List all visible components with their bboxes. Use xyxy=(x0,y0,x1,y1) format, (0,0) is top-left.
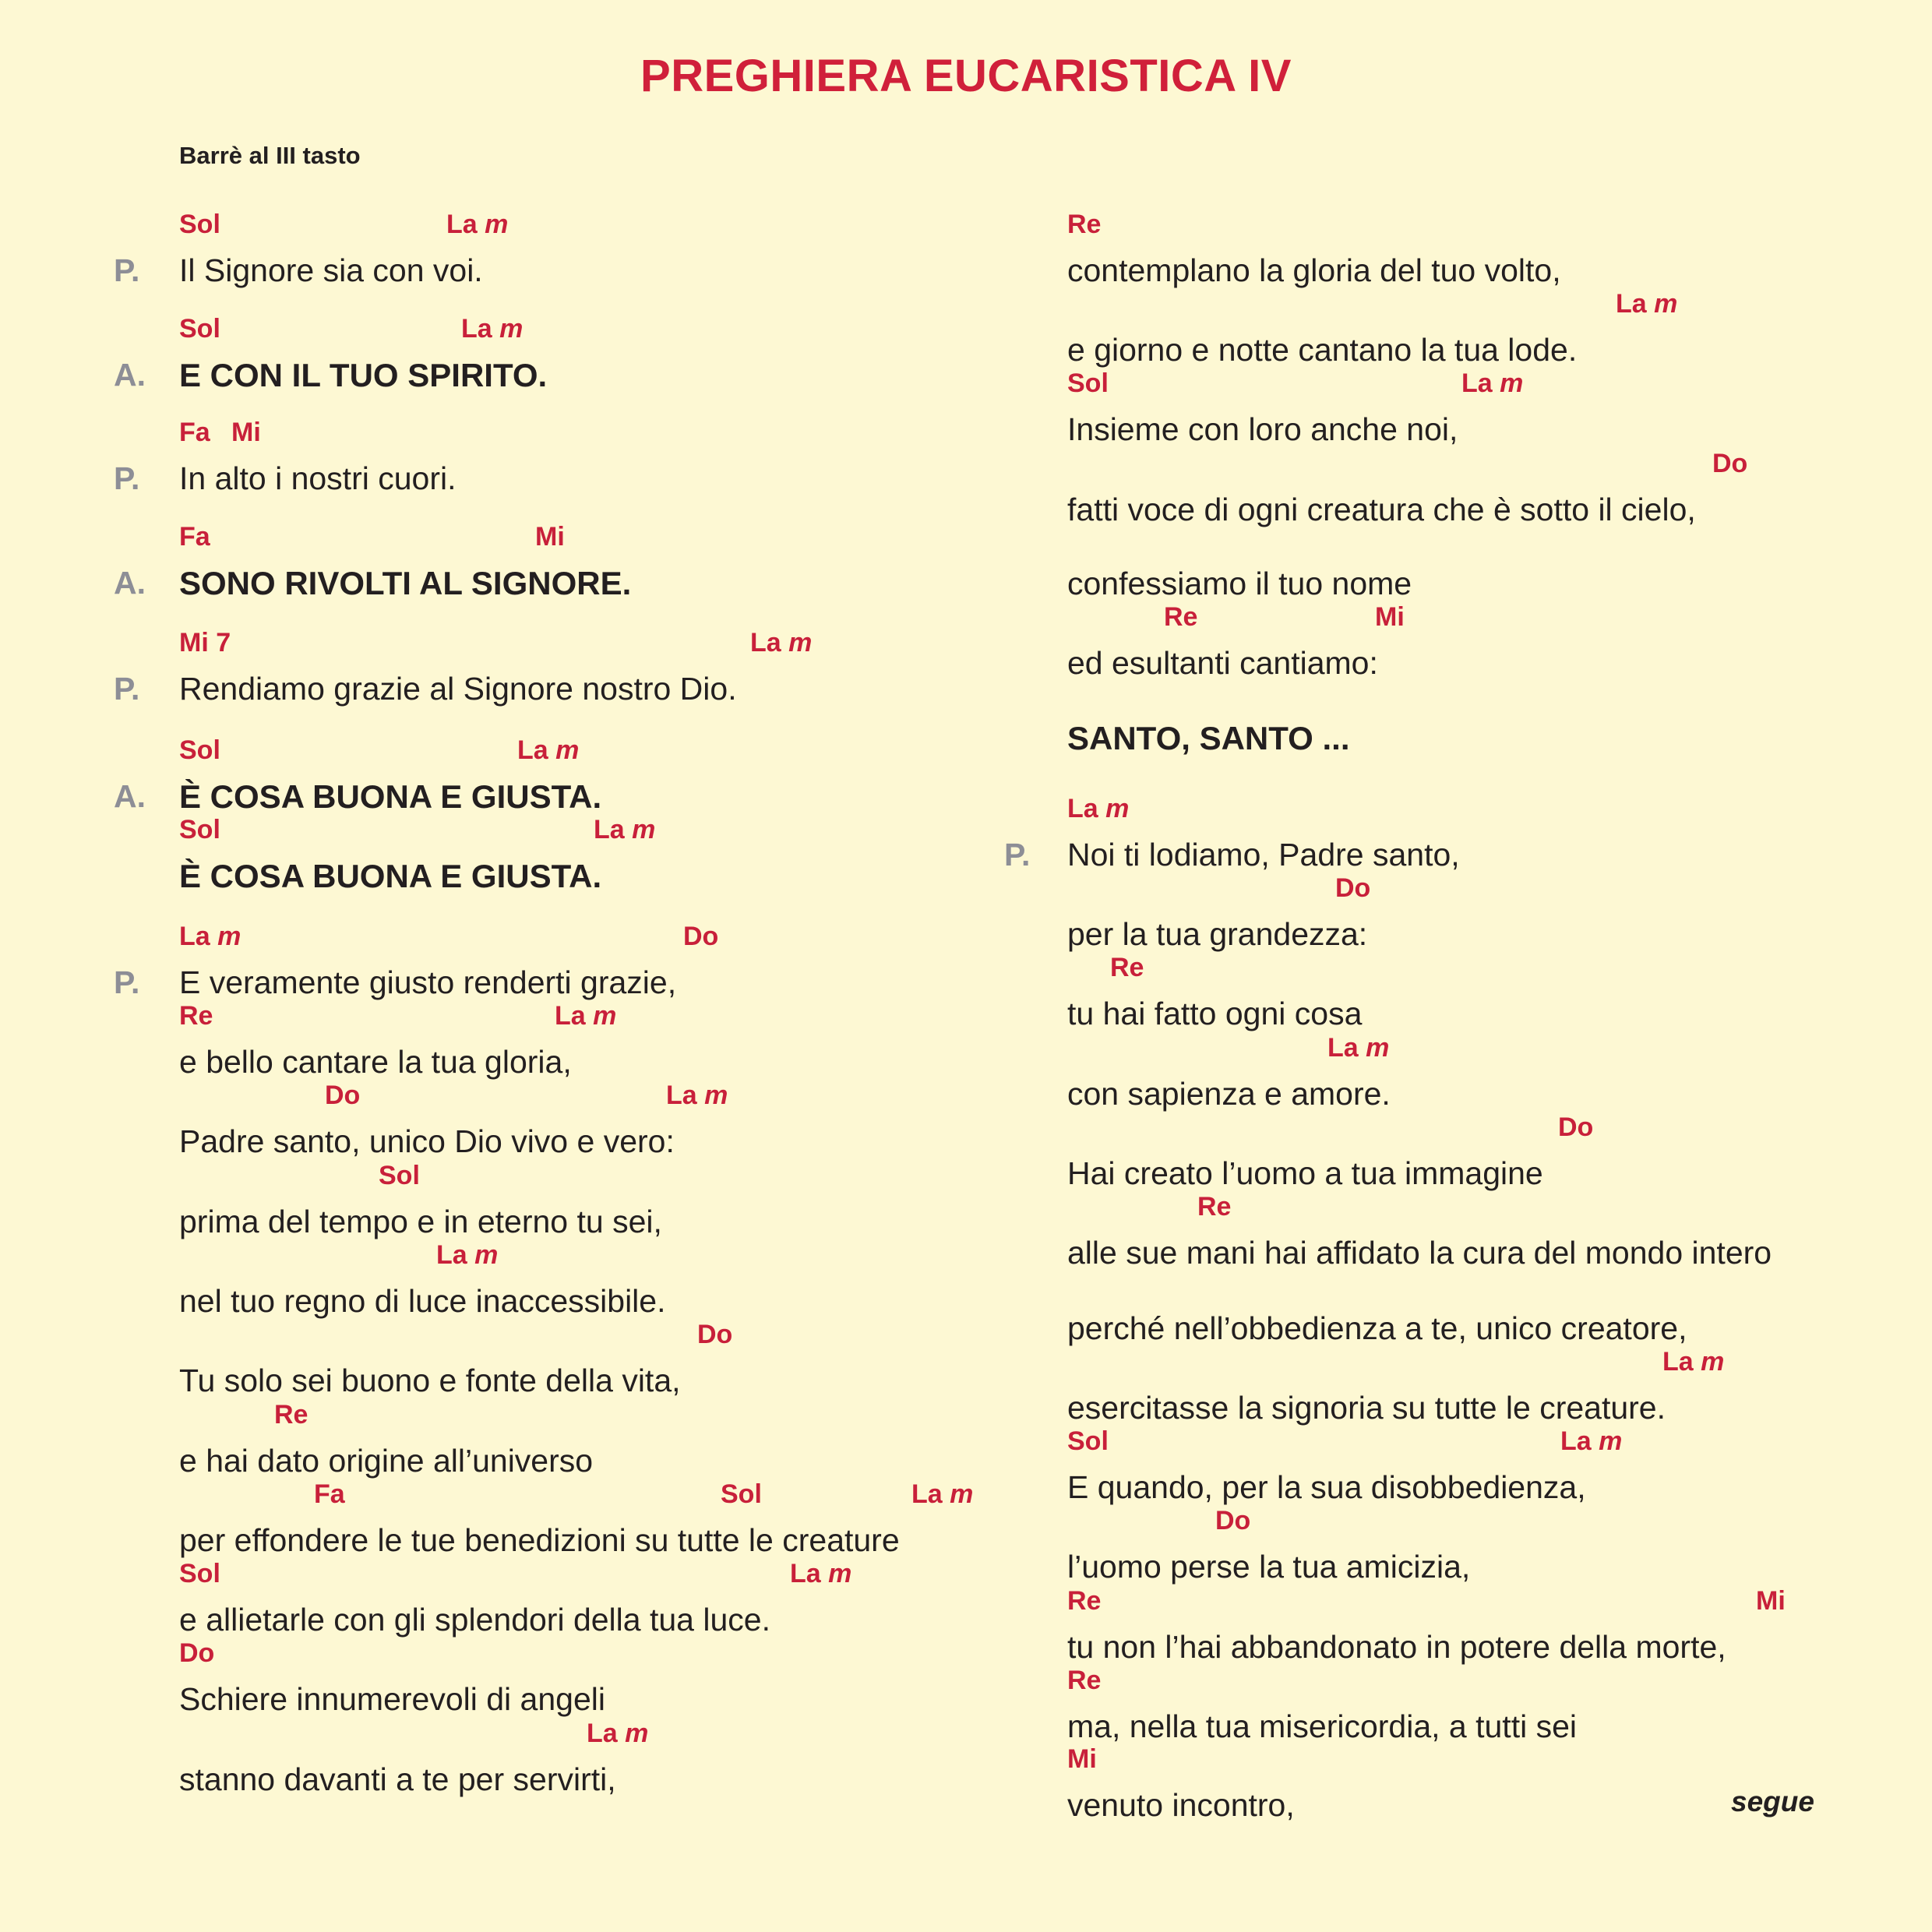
chord-label: Re xyxy=(1067,1586,1102,1616)
chord-label: Re xyxy=(274,1400,308,1430)
lyric-text: alle sue mani hai affidato la cura del mondo intero xyxy=(1067,1235,1772,1271)
lyric-text: e bello cantare la tua gloria, xyxy=(179,1044,572,1080)
chord-label: La m xyxy=(179,922,242,951)
chord-label: Re xyxy=(179,1001,213,1031)
chord-label: La m xyxy=(461,314,524,344)
capo-note: Barrè al III tasto xyxy=(179,142,361,169)
lyric-text: e giorno e notte cantano la tua lode. xyxy=(1067,332,1578,368)
lyric-text: Rendiamo grazie al Signore nostro Dio. xyxy=(179,671,737,707)
speaker-label: P. xyxy=(1004,837,1031,873)
lyric-text: per la tua grandezza: xyxy=(1067,916,1368,952)
chord-label: Fa xyxy=(314,1479,345,1509)
lyric-text: stanno davanti a te per servirti, xyxy=(179,1761,616,1797)
chord-label: La m xyxy=(555,1001,617,1031)
chord-label: Fa xyxy=(179,522,210,552)
lyric-text: E quando, per la sua disobbedienza, xyxy=(1067,1469,1586,1505)
lyric-text: Il Signore sia con voi. xyxy=(179,252,483,288)
chord-label: Sol xyxy=(179,314,220,344)
chord-label: Do xyxy=(179,1638,215,1668)
chord-label: La m xyxy=(1662,1347,1725,1377)
response-text: È COSA BUONA E GIUSTA. xyxy=(179,858,602,894)
chord-label: Mi xyxy=(1375,602,1405,632)
chord-label: Do xyxy=(1335,873,1371,903)
chord-label: La m xyxy=(517,735,580,765)
lyric-text: contemplano la gloria del tuo volto, xyxy=(1067,252,1561,288)
response-text: SONO RIVOLTI AL SIGNORE. xyxy=(179,565,632,601)
lyric-text: Hai creato l’uomo a tua immagine xyxy=(1067,1155,1543,1191)
chord-label: La m xyxy=(436,1240,499,1270)
chord-label: Sol xyxy=(721,1479,762,1509)
lyric-text: nel tuo regno di luce inaccessibile. xyxy=(179,1283,666,1319)
speaker-label: A. xyxy=(114,357,146,393)
chord-label: La m xyxy=(666,1081,728,1110)
lyric-text: confessiamo il tuo nome xyxy=(1067,566,1412,601)
chord-label: La m xyxy=(1327,1033,1390,1063)
chord-label: La m xyxy=(1616,289,1678,319)
lyric-text: fatti voce di ogni creatura che è sotto il cielo, xyxy=(1067,492,1696,527)
chord-label: Do xyxy=(683,922,719,951)
chord-label: Mi xyxy=(231,418,261,447)
page-title: PREGHIERA EUCARISTICA IV xyxy=(640,51,1292,101)
lyric-text: esercitasse la signoria su tutte le creature. xyxy=(1067,1390,1666,1426)
lyric-text: Insieme con loro anche noi, xyxy=(1067,411,1458,447)
lyric-text: venuto incontro, xyxy=(1067,1787,1295,1823)
speaker-label: P. xyxy=(114,964,140,1000)
lyric-text: tu hai fatto ogni cosa xyxy=(1067,996,1363,1031)
lyric-text: Noi ti lodiamo, Padre santo, xyxy=(1067,837,1460,873)
chord-label: Mi xyxy=(1756,1586,1786,1616)
chord-label: La m xyxy=(1067,794,1130,823)
chord-label: La m xyxy=(911,1479,974,1509)
speaker-label: P. xyxy=(114,671,140,707)
chord-label: Mi 7 xyxy=(179,628,231,658)
lyric-text: tu non l’hai abbandonato in potere della morte, xyxy=(1067,1629,1726,1665)
speaker-label: P. xyxy=(114,460,140,496)
chord-label: Sol xyxy=(1067,368,1109,398)
lyric-text: Tu solo sei buono e fonte della vita, xyxy=(179,1363,681,1398)
chord-label: Re xyxy=(1067,210,1102,239)
chord-label: Sol xyxy=(179,210,220,239)
chord-label: Re xyxy=(1197,1192,1232,1222)
speaker-label: A. xyxy=(114,778,146,814)
lyric-text: Schiere innumerevoli di angeli xyxy=(179,1681,605,1717)
chord-label: Do xyxy=(1215,1506,1251,1535)
response-text: E CON IL TUO SPIRITO. xyxy=(179,357,548,393)
speaker-label: P. xyxy=(114,252,140,288)
chord-label: Re xyxy=(1067,1666,1102,1695)
lyric-text: perché nell’obbedienza a te, unico creatore, xyxy=(1067,1310,1687,1346)
chord-label: Do xyxy=(697,1320,733,1349)
chord-label: Sol xyxy=(1067,1426,1109,1456)
lyric-text: Padre santo, unico Dio vivo e vero: xyxy=(179,1123,675,1159)
lyric-text: E veramente giusto renderti grazie, xyxy=(179,964,677,1000)
chord-label: Do xyxy=(325,1081,361,1110)
lyric-text: ed esultanti cantiamo: xyxy=(1067,645,1378,681)
lyric-text: ma, nella tua misericordia, a tutti sei xyxy=(1067,1708,1577,1744)
chord-label: Sol xyxy=(179,815,220,844)
chord-label: La m xyxy=(750,628,813,658)
chord-label: La m xyxy=(446,210,509,239)
lyric-text: con sapienza e amore. xyxy=(1067,1076,1391,1112)
speaker-label: A. xyxy=(114,565,146,601)
lyric-text: e hai dato origine all’universo xyxy=(179,1443,594,1479)
chord-label: Fa xyxy=(179,418,210,447)
chord-label: Re xyxy=(1110,953,1144,982)
response-text: SANTO, SANTO ... xyxy=(1067,720,1350,756)
response-text: È COSA BUONA E GIUSTA. xyxy=(179,778,602,815)
chord-label: Do xyxy=(1712,449,1748,478)
chord-label: La m xyxy=(587,1719,649,1748)
lyric-text: per effondere le tue benedizioni su tutte le creature xyxy=(179,1522,900,1558)
continued-note: segue xyxy=(1731,1786,1814,1817)
lyric-text: l’uomo perse la tua amicizia, xyxy=(1067,1549,1471,1585)
chord-label: La m xyxy=(1461,368,1524,398)
chord-label: Do xyxy=(1558,1112,1594,1142)
lyric-text: prima del tempo e in eterno tu sei, xyxy=(179,1204,662,1239)
chord-label: La m xyxy=(1560,1426,1623,1456)
chord-label: Sol xyxy=(179,1559,220,1588)
chord-label: La m xyxy=(790,1559,852,1588)
lyric-text: e allietarle con gli splendori della tua luce. xyxy=(179,1602,770,1638)
chord-label: Sol xyxy=(379,1161,420,1190)
chord-label: Mi xyxy=(535,522,565,552)
chord-label: La m xyxy=(594,815,656,844)
chord-label: Re xyxy=(1164,602,1198,632)
lyric-text: In alto i nostri cuori. xyxy=(179,460,457,496)
chord-label: Sol xyxy=(179,735,220,765)
chord-label: Mi xyxy=(1067,1744,1097,1774)
